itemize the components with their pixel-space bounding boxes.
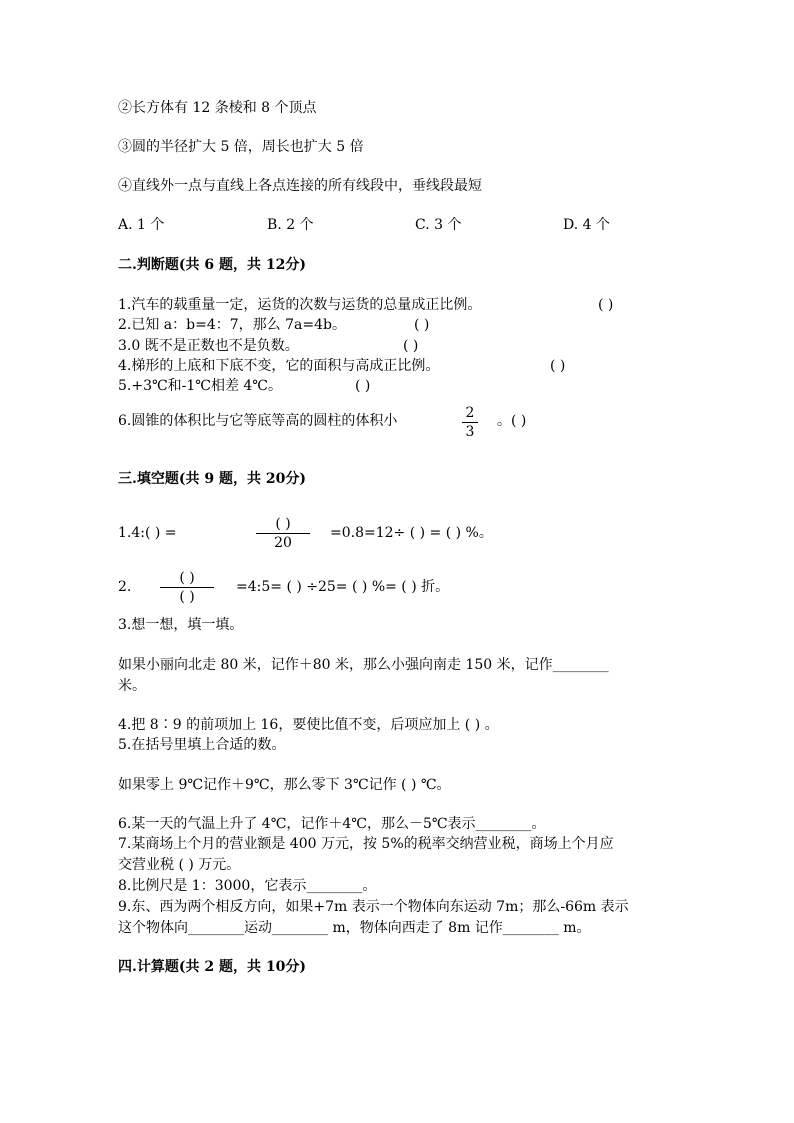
fraction-denominator: ( ) [179, 589, 195, 605]
judgement-question-5: 5.+3℃和-1℃相差 4℃。 [118, 378, 282, 394]
judgement-answer-blank-1: ( ) [598, 297, 614, 313]
fraction-denominator: 20 [274, 535, 292, 551]
fill-question-6: 6.某一天的气温上升了 4℃，记作＋4℃，那么－5℃表示________。 [118, 816, 546, 832]
option-2-text: ②长方体有 12 条棱和 8 个顶点 [118, 100, 317, 116]
option-4-text: ④直线外一点与直线上各点连接的所有线段中，垂线段最短 [118, 178, 482, 194]
judgement-answer-blank-2: ( ) [414, 317, 430, 333]
fill-question-7-line-2: 交营业税 ( ) 万元。 [118, 857, 241, 873]
judgement-question-4: 4.梯形的上底和下底不变，它的面积与高成正比例。 [118, 358, 440, 374]
choice-a: A. 1 个 [118, 217, 165, 233]
judgement-answer-blank-4: ( ) [550, 358, 566, 374]
fraction-bar [160, 587, 214, 588]
fill-question-5-line-1: 如果零上 9℃记作＋9℃，那么零下 3℃记作 ( ) ℃。 [118, 777, 451, 793]
fill-question-5: 5.在括号里填上合适的数。 [118, 737, 286, 753]
judgement-question-2: 2.已知 a：b=4：7，那么 7a=4b。 [118, 317, 346, 333]
fill-question-3-line-2: 米。 [118, 678, 146, 694]
section-heading-judgement: 二.判断题(共 6 题，共 12分) [118, 257, 306, 273]
fraction-numerator: ( ) [179, 570, 195, 586]
judgement-question-1: 1.汽车的载重量一定，运货的次数与运货的总量成正比例。 [118, 297, 482, 313]
section-heading-calculation: 四.计算题(共 2 题，共 10分) [118, 959, 306, 975]
fraction-blank-over-blank [160, 570, 214, 605]
judgement-answer-blank-6: 。( ) [497, 413, 527, 429]
fill-question-2-number: 2. [118, 579, 132, 595]
section-heading-fill-in: 三.填空题(共 9 题，共 20分) [118, 471, 306, 487]
fill-question-8: 8.比例尺是 1：3000，它表示________。 [118, 878, 377, 894]
judgement-question-3: 3.0 既不是正数也不是负数。 [118, 338, 299, 354]
fill-question-2-part-b: =4:5= ( ) ÷25= ( ) %= ( ) 折。 [236, 579, 450, 595]
fraction-numerator: ( ) [275, 516, 291, 532]
choice-b: B. 2 个 [267, 217, 314, 233]
fraction-bar [256, 533, 310, 534]
fraction-blank-over-20 [256, 516, 310, 551]
fill-question-1-part-b: =0.8=12÷ ( ) = ( ) %。 [330, 525, 493, 541]
fill-question-9-line-2: 这个物体向________运动________ m，物体向西走了 8m 记作________ m。 [118, 920, 591, 936]
option-3-text: ③圆的半径扩大 5 倍，周长也扩大 5 倍 [118, 139, 364, 155]
fill-question-7-line-1: 7.某商场上个月的营业额是 400 万元，按 5%的税率交纳营业税，商场上个月应 [118, 836, 614, 852]
fill-question-3: 3.想一想，填一填。 [118, 617, 244, 633]
fraction-two-thirds [462, 405, 478, 440]
judgement-question-6: 6.圆锥的体积比与它等底等高的圆柱的体积小 [118, 413, 398, 429]
fill-question-4: 4.把 8∶9 的前项加上 16，要使比值不变，后项应加上 ( ) 。 [118, 717, 499, 733]
fill-question-1-part-a: 1.4:( ) = [118, 525, 177, 541]
choice-c: C. 3 个 [415, 217, 462, 233]
judgement-answer-blank-3: ( ) [403, 338, 419, 354]
fraction-denominator: 3 [465, 424, 475, 440]
fraction-numerator: 2 [465, 405, 475, 421]
judgement-answer-blank-5: ( ) [355, 378, 371, 394]
fill-question-3-line-1: 如果小丽向北走 80 米，记作＋80 米，那么小强向南走 150 米，记作________ [118, 657, 609, 673]
choice-d: D. 4 个 [563, 217, 610, 233]
fraction-bar [462, 422, 478, 423]
fill-question-9-line-1: 9.东、西为两个相反方向，如果+7m 表示一个物体向东运动 7m；那么-66m 表示 [118, 899, 629, 915]
